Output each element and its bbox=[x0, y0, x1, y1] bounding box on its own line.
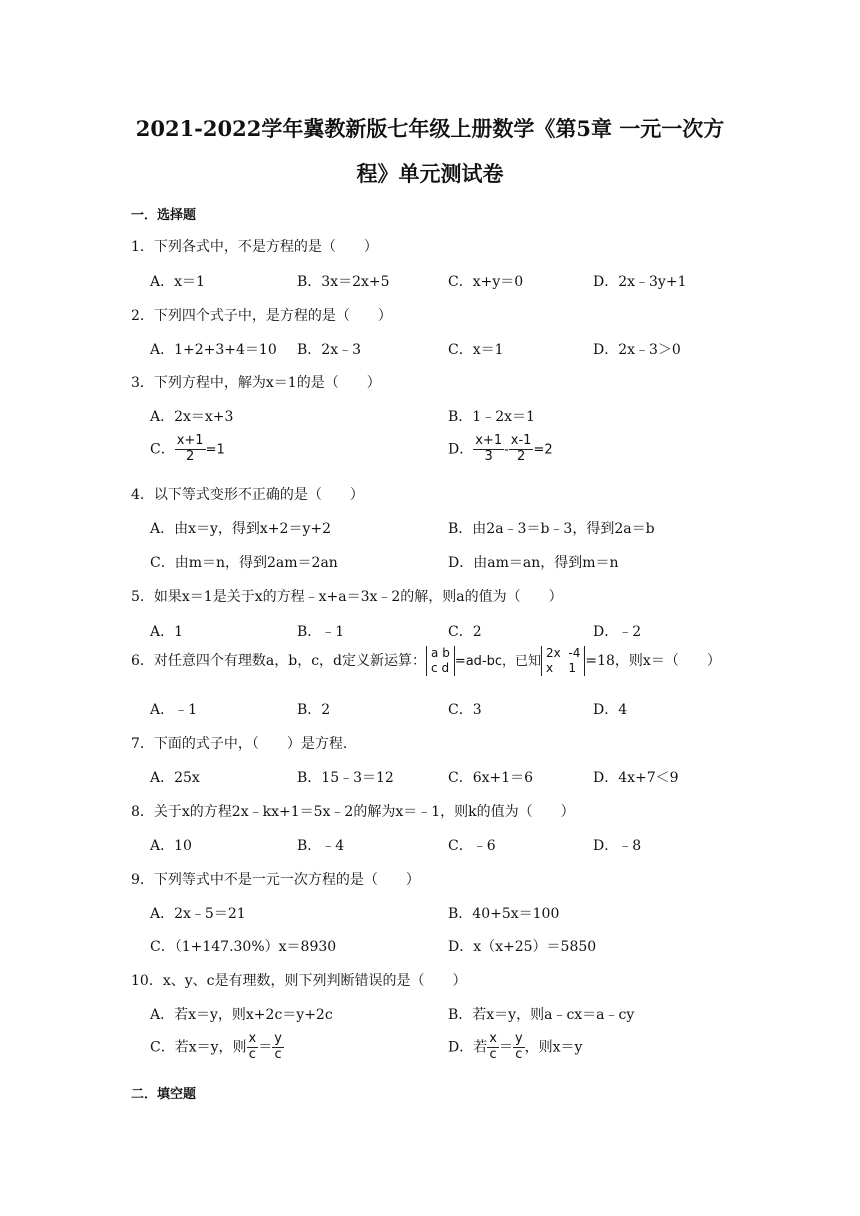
det-row-1: a b bbox=[431, 646, 450, 660]
q3-option-c-label: C． bbox=[150, 441, 175, 458]
q7-option-c: C．6x+1＝6 bbox=[448, 770, 534, 786]
q10-option-c-prefix: C．若x＝y，则 bbox=[150, 1039, 247, 1056]
q2-option-a: A．1+2+3+4＝10 bbox=[150, 342, 277, 358]
question-10: 10．x、y、c是有理数，则下列判断错误的是（ ） bbox=[131, 973, 467, 989]
q9-option-b: B．40+5x＝100 bbox=[448, 906, 560, 922]
q6-option-b: B．2 bbox=[297, 702, 331, 718]
question-7: 7．下面的式子中，（ ）是方程． bbox=[131, 736, 357, 752]
det-row-2: x 1 bbox=[546, 661, 577, 675]
q8-option-d: D．﹣8 bbox=[593, 838, 642, 854]
fraction bbox=[272, 1032, 284, 1063]
numerator: x bbox=[489, 1031, 497, 1046]
q10-option-c bbox=[150, 1032, 284, 1063]
denominator: 3 bbox=[484, 448, 493, 464]
numerator: x+1 bbox=[475, 433, 503, 448]
q2-option-b: B．2x﹣3 bbox=[297, 342, 361, 358]
question-1: 1．下列各式中，不是方程的是（ ） bbox=[131, 239, 378, 255]
numerator: y bbox=[274, 1031, 282, 1046]
q6-option-a: A．﹣1 bbox=[150, 702, 198, 718]
fraction bbox=[175, 434, 206, 465]
q10-option-a: A．若x＝y，则x+2c＝y+2c bbox=[150, 1007, 333, 1023]
q7-option-a: A．25x bbox=[150, 770, 200, 786]
fraction bbox=[513, 1032, 525, 1063]
equals-sign: ＝ bbox=[498, 1039, 513, 1056]
q1-option-d: D．2x﹣3y+1 bbox=[593, 274, 687, 290]
q3-option-d-rhs: =2 bbox=[533, 442, 553, 458]
minus-sign: - bbox=[504, 442, 509, 458]
det-row-2: c d bbox=[431, 661, 450, 675]
section-fill-blank: 二．填空题 bbox=[131, 1087, 197, 1102]
question-6-stem-b: =ad-bc，已知 bbox=[454, 654, 542, 669]
numerator: y bbox=[514, 1031, 523, 1046]
q5-option-a: A．1 bbox=[150, 624, 184, 640]
fraction bbox=[509, 434, 534, 465]
q4-option-c: C．由m＝n，得到2am＝2an bbox=[150, 555, 338, 571]
q5-option-d: D．﹣2 bbox=[593, 624, 642, 640]
title-line-1: 2021-2022学年冀教新版七年级上册数学《第5章 一元一次方 bbox=[135, 116, 725, 141]
q2-option-d: D．2x﹣3＞0 bbox=[593, 342, 681, 358]
q4-option-a: A．由x＝y，得到x+2＝y+2 bbox=[150, 521, 331, 537]
question-5: 5．如果x＝1是关于x的方程﹣x+a＝3x﹣2的解，则a的值为（ ） bbox=[131, 589, 563, 605]
q1-option-c: C．x+y＝0 bbox=[448, 274, 524, 290]
denominator: c bbox=[274, 1046, 282, 1062]
q3-option-a: A．2x＝x+3 bbox=[150, 409, 234, 425]
q9-option-d: D．x（x+25）＝5850 bbox=[448, 939, 597, 955]
title-line-2: 程》单元测试卷 bbox=[356, 161, 504, 186]
q4-option-b: B．由2a﹣3＝b﹣3，得到2a＝b bbox=[448, 521, 655, 537]
section-choice: 一．选择题 bbox=[131, 208, 197, 223]
numerator: x+1 bbox=[176, 433, 204, 448]
denominator: c bbox=[515, 1046, 523, 1062]
denominator: 2 bbox=[516, 448, 526, 464]
denominator: 2 bbox=[186, 448, 195, 464]
numerator: x-1 bbox=[510, 433, 532, 448]
q3-option-d bbox=[448, 434, 553, 465]
q5-option-b: B．﹣1 bbox=[297, 624, 345, 640]
q8-option-c: C．﹣6 bbox=[448, 838, 496, 854]
question-8: 8．关于x的方程2x﹣kx+1＝5x﹣2的解为x＝﹣1，则k的值为（ ） bbox=[131, 804, 575, 820]
question-4: 4．以下等式变形不正确的是（ ） bbox=[131, 487, 364, 503]
question-6-stem-a: 6．对任意四个有理数a，b，c，d定义新运算： bbox=[131, 653, 427, 669]
denominator: c bbox=[489, 1046, 497, 1062]
q6-option-c: C．3 bbox=[448, 702, 482, 718]
numerator: x bbox=[248, 1031, 257, 1046]
q8-option-a: A．10 bbox=[150, 838, 192, 854]
fraction bbox=[473, 434, 504, 465]
q10-option-d-suffix: ，则x＝y bbox=[524, 1039, 583, 1056]
q10-option-d bbox=[448, 1032, 582, 1063]
q7-option-d: D．4x+7＜9 bbox=[593, 770, 679, 786]
question-6 bbox=[131, 646, 721, 676]
q1-option-b: B．3x＝2x+5 bbox=[297, 274, 390, 290]
q10-option-b: B．若x＝y，则a﹣cx＝a﹣cy bbox=[448, 1007, 635, 1023]
q10-option-d-prefix: D．若 bbox=[448, 1039, 488, 1056]
determinant-given bbox=[541, 646, 585, 676]
q5-option-c: C．2 bbox=[448, 624, 482, 640]
det-row-1: 2x -4 bbox=[546, 646, 581, 660]
q3-option-c bbox=[150, 434, 225, 465]
q3-option-d-label: D． bbox=[448, 441, 474, 458]
q8-option-b: B．﹣4 bbox=[297, 838, 345, 854]
q4-option-d: D．由am＝an，得到m＝n bbox=[448, 555, 619, 571]
q9-option-a: A．2x﹣5＝21 bbox=[150, 906, 246, 922]
denominator: c bbox=[248, 1046, 256, 1062]
question-2: 2．下列四个式子中，是方程的是（ ） bbox=[131, 308, 392, 324]
q3-option-b: B．1﹣2x＝1 bbox=[448, 409, 535, 425]
determinant-abcd bbox=[426, 646, 455, 676]
question-6-stem-c: =18，则x＝（ ） bbox=[585, 653, 721, 669]
q7-option-b: B．15﹣3＝12 bbox=[297, 770, 394, 786]
fraction bbox=[247, 1032, 259, 1063]
q2-option-c: C．x＝1 bbox=[448, 342, 504, 358]
fraction bbox=[487, 1032, 499, 1063]
question-3: 3．下列方程中，解为x＝1的是（ ） bbox=[131, 375, 381, 391]
question-9: 9．下列等式中不是一元一次方程的是（ ） bbox=[131, 872, 420, 888]
q3-option-c-rhs: =1 bbox=[205, 442, 225, 458]
q9-option-c: C．（1+147.30%）x＝8930 bbox=[150, 939, 337, 955]
q6-option-d: D．4 bbox=[593, 702, 628, 718]
equals-sign: ＝ bbox=[258, 1039, 273, 1056]
q1-option-a: A．x＝1 bbox=[150, 274, 205, 290]
